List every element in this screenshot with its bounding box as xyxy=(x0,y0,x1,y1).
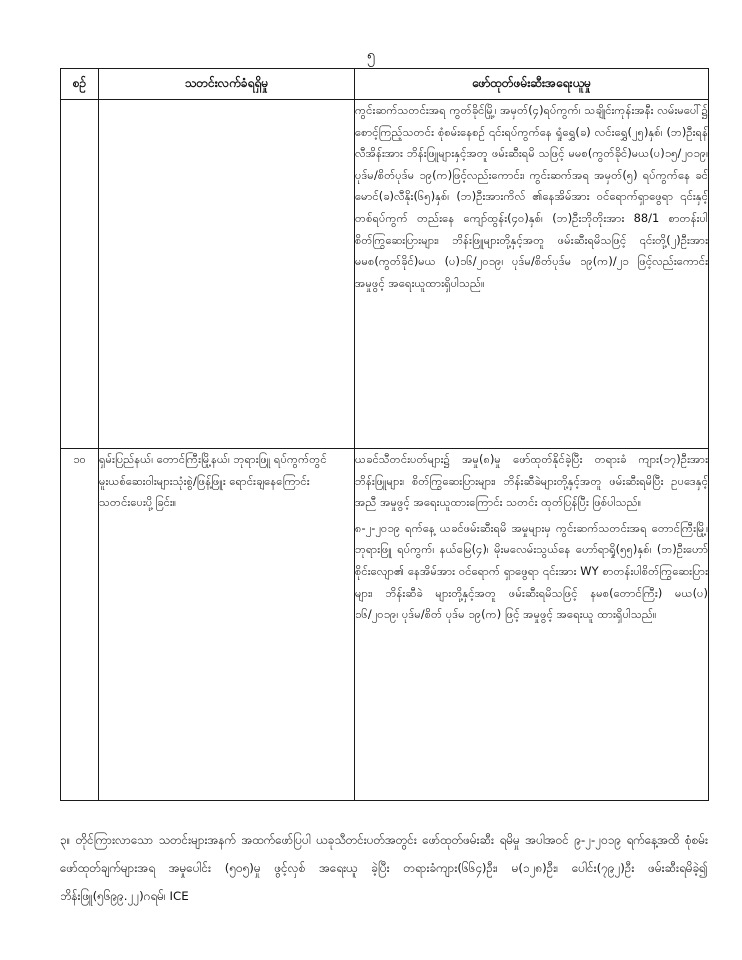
table-row xyxy=(61,449,709,801)
table-header-row xyxy=(61,69,709,100)
row-subject: ရှမ်းပြည်နယ်၊ တောင်ကြီးမြို့နယ်၊ ဘုရားဖြူ ရပ်ကွက်တွင် မူးယစ်ဆေးဝါးများသုံးစွဲ/ဖြန့်ဖြူး ရောင်းချနေကြောင်း သတင်းပေးပို့ခြင်း။ xyxy=(99,449,355,801)
page-number: ၅ xyxy=(366,46,376,64)
row-action xyxy=(355,449,709,801)
action-paragraph: ၈-၂-၂၀၁၉ ရက်နေ့ ယခင်ဖမ်းဆီးရမိ အမှုများမှ ကွင်းဆက်သတင်းအရ တောင်ကြီးမြို့၊ ဘုရားဖြူ ရပ်ကွက်၊ နယ်မြေ(၄)၊ မိုးမလေမ်းသွယ်နေ ဟော်ရာရှို(၅၅)နှစ်၊ (ဘ)ဦးဟော်စိုင်းလျော၏ နေအိမ်အား ဝင်ရောက် ရှာဖွေရာ ၎င်းအား WY စာတန်းပါစိတ်ကြွဆေးပြားများ၊ ဘိန်းဆီခဲ များတို့နှင့်အတူ ဖမ်းဆီးရမိသဖြင့် နမစ(တောင်ကြီး) မယ(ပ) ၁၆/၂၀၁၉၊ ပုဒ်မ/စိတ် ပုဒ်မ ၁၉(က) ဖြင့် အမှုဖွင့် အရေးယူ ထားရှိပါသည်။ xyxy=(355,520,708,622)
report-table xyxy=(60,68,709,801)
action-paragraph: ကွင်းဆက်သတင်းအရ ကွတ်ခိုင်မြို့၊ အမှတ်(၄)ရပ်ကွက်၊ သချိုင်းကုန်းအနီး လမ်းမပေါ်၌ စောင့်ကြည့်သတင်း စုံစမ်းနေစဉ် ၎င်းရပ်ကွက်နေ ရှုံရွှေ(ခ) လင်းရွှေ(၂၅)နှစ်၊ (ဘ)ဦးရန်လီအိန်းအား ဘိန်းဖြူများနှင့်အတူ ဖမ်းဆီးရမိ သဖြင့် မမစ(ကွတ်ခိုင်)မယ(ပ)၁၅/၂၀၁၉၊ ပုဒ်မ/စိတ်ပုဒ်မ ၁၉(က)ဖြင့်လည်းကောင်း၊ ကွင်းဆက်အရ အမှတ်(၅) ရပ်ကွက်နေ ခင်မောင်(ခ)လီနိုး(၆၅)နှစ်၊ (ဘ)ဦးအားကိလ် ၏နေအိမ်အား ဝင်ရောက်ရှာဖွေရာ ၎င်းနှင့် တစ်ရပ်ကွက် တည်းနေ ကျော်ထွန်း(၄၀)နှစ်၊ (ဘ)ဦးဘိုတိုးအား 88/1 စာတန်းပါ စိတ်ကြွဆေးပြားများ၊ ဘိန်းဖြူများတို့နှင့်အတူ ဖမ်းဆီးရမိသဖြင့် ၎င်းတို့(၂)ဦးအား မမစ(ကွတ်ခိုင်)မယ (ပ)၁၆/၂၀၁၉၊ ပုဒ်မ/စိတ်ပုဒ်မ ၁၉(က)/၂၁ ဖြင့်လည်းကောင်း အမှုဖွင့် အရေးယူထားရှိပါသည်။ xyxy=(355,103,708,290)
header-action-taken: ဖော်ထုတ်ဖမ်းဆီးအရေးယူမှု xyxy=(355,69,709,100)
summary-paragraph: ၃။ တိုင်ကြားလာသော သတင်းများအနက် အထက်ဖော်ပြပါ ယခုသီတင်းပတ်အတွင်း ဖော်ထုတ်ဖမ်းဆီး ရမိမှု အပါအဝင် ၉-၂-၂၀၁၉ ရက်နေ့အထိ စုံစမ်းဖော်ထုတ်ချက်များအရ အမှုပေါင်း (၅၀၅)မှု ဖွင့်လှစ် အရေးယူ ခဲ့ပြီး တရားခံကျား(၆၆၄)ဦး၊ မ(၁၂၈)ဦး၊ ပေါင်း(၇၉၂)ဦး ဖမ်းဆီးရမိခဲ့၍ ဘိန်းဖြူ(၅၆၉၉.၂၂)ဂရမ်၊ ICE xyxy=(60,833,708,903)
row-subject xyxy=(99,100,355,449)
table-row xyxy=(61,100,709,449)
row-action xyxy=(355,100,709,449)
header-serial: စဉ် xyxy=(61,69,99,100)
header-information-received: သတင်းလက်ခံရရှိမှု xyxy=(99,69,355,100)
action-paragraph: ယခင်သီတင်းပတ်များ၌ အမှု(၈)မှု ဖော်ထုတ်နိုင်ခဲ့ပြီး တရားခံ ကျား(၁၇)ဦးအား ဘိန်းဖြူများ၊ စိတ်ကြွဆေးပြားများ၊ ဘိန်းဆီခဲများတို့နှင့်အတူ ဖမ်းဆီးရမိပြီး ဥပဒေနှင့်အညီ အမှုဖွင့် အရေးယူထားကြောင်း သတင်း ထုတ်ပြန်ပြီး ဖြစ်ပါသည်။ xyxy=(355,452,708,510)
row-number xyxy=(61,100,99,449)
row-number: ၁၀ xyxy=(61,449,99,801)
